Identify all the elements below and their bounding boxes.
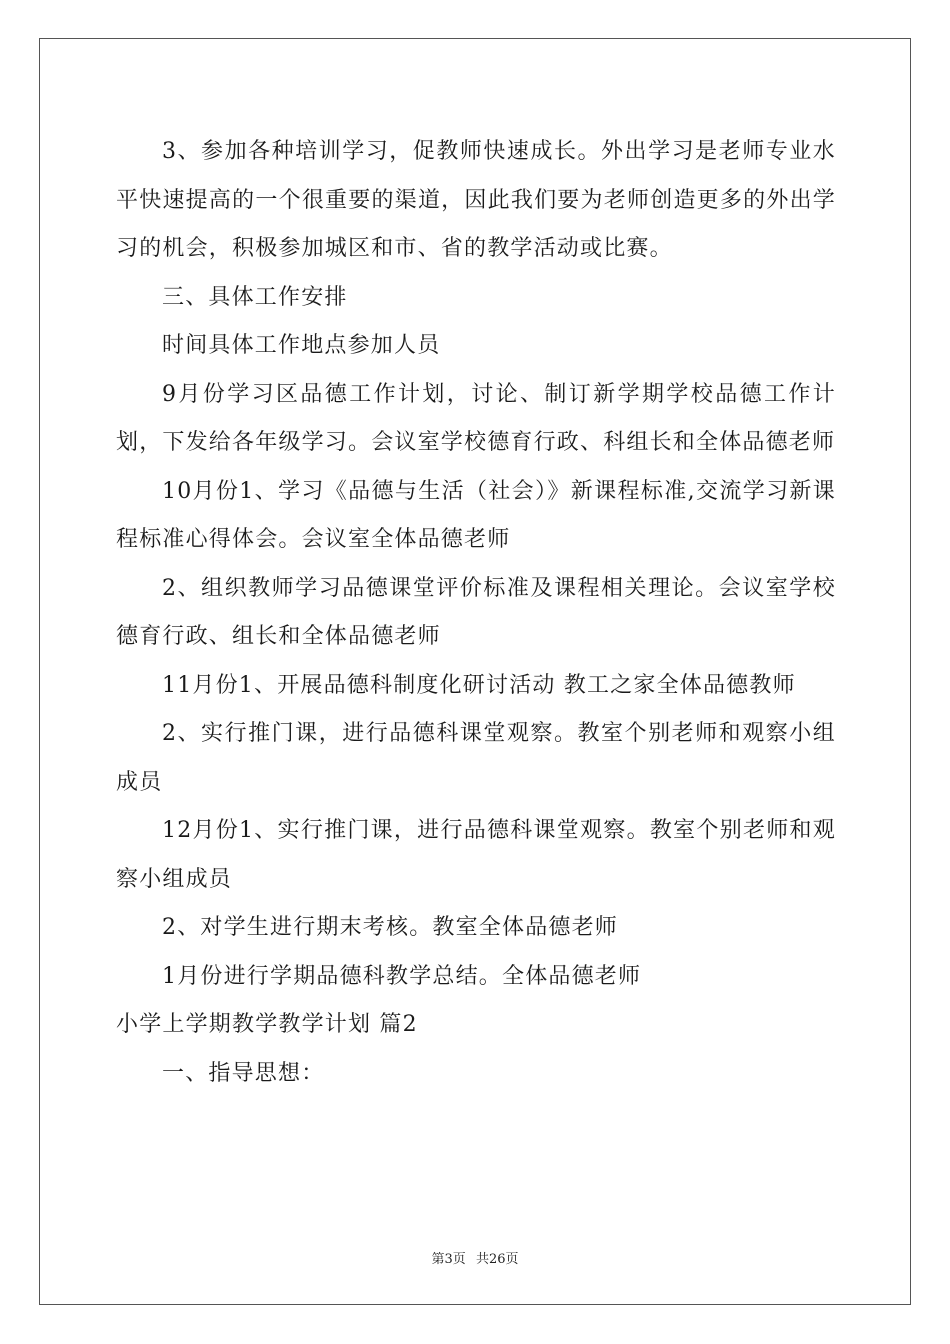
page-number: 第3页 [431, 1252, 466, 1267]
schedule-item-december-1: 12月份1、实行推门课，进行品德科课堂观察。教室个别老师和观察小组成员 [116, 818, 836, 892]
page-total: 共26页 [475, 1252, 519, 1267]
section-heading-work-arrangement: 三、具体工作安排 [162, 284, 348, 310]
schedule-item-september: 9月份学习区品德工作计划，讨论、制订新学期学校品德工作计划，下发给各年级学习。会议室学校德育行政、科组长和全体品德老师 [116, 381, 836, 455]
schedule-item-november-1: 11月份1、开展品德科制度化研讨活动 教工之家全体品德教师 [162, 672, 796, 698]
schedule-header: 时间具体工作地点参加人员 [162, 333, 441, 358]
schedule-item-october-1: 10月份1、学习《品德与生活（社会）》新课程标准,交流学习新课程标准心得体会。会议室全体品德老师 [116, 478, 836, 552]
document-body [116, 128, 836, 1098]
section-heading-guiding-ideology: 一、指导思想： [162, 1060, 325, 1086]
schedule-item-october-2: 2、组织教师学习品德课堂评价标准及课程相关理论。会议室学校德育行政、组长和全体品德老师 [116, 575, 836, 649]
schedule-item-november-2: 2、实行推门课，进行品德科课堂观察。教室个别老师和观察小组成员 [116, 721, 836, 795]
schedule-item-december-2: 2、对学生进行期末考核。教室全体品德老师 [162, 915, 618, 940]
paragraph-training: 3、参加各种培训学习，促教师快速成长。外出学习是老师专业水平快速提高的一个很重要的渠道，因此我们要为老师创造更多的外出学习的机会，积极参加城区和市、省的教学活动或比赛。 [116, 139, 836, 261]
schedule-item-january: 1月份进行学期品德科教学总结。全体品德老师 [162, 963, 642, 989]
document-title-part-2: 小学上学期教学教学计划 篇2 [116, 1012, 418, 1037]
page-footer [0, 1248, 950, 1267]
